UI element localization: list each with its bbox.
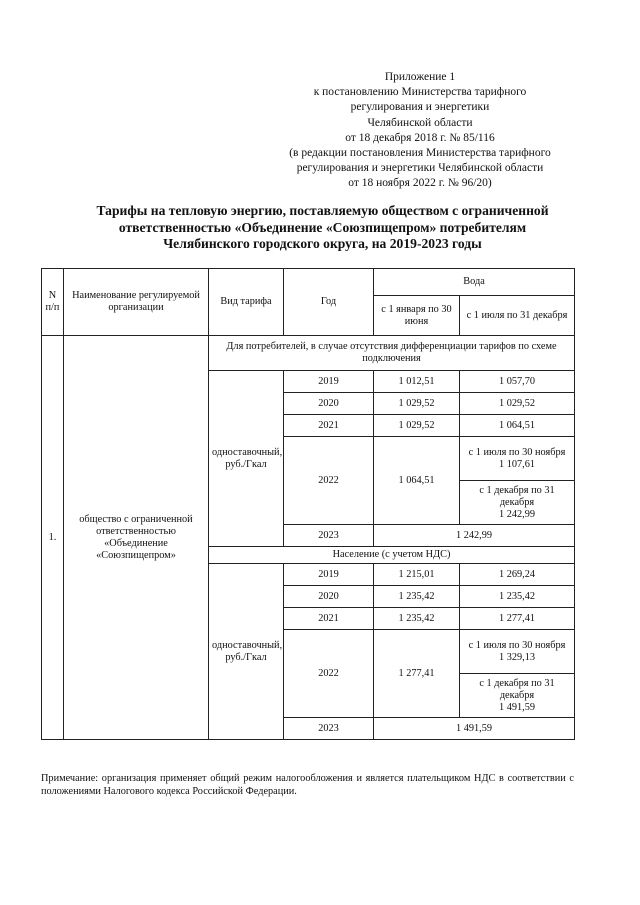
value-h1: 1 029,52 — [374, 415, 460, 437]
part-value: 1 242,99 — [498, 508, 536, 520]
organization-name: общество с ограниченной ответственностью «Объединение «Союзпищепром» — [64, 336, 209, 740]
table-row — [42, 336, 575, 371]
value-h2: 1 277,41 — [460, 608, 575, 630]
value-full-year: 1 242,99 — [374, 525, 575, 547]
header-line: от 18 ноября 2022 г. № 96/20) — [348, 177, 492, 190]
tariff-type: одноставочный, руб./Гкал — [209, 371, 284, 547]
header-num: N п/п — [42, 269, 64, 336]
row-number: 1. — [42, 336, 64, 740]
title-line: Челябинского городского округа, на 2019-2023 годы — [163, 236, 482, 251]
year-cell: 2021 — [284, 608, 374, 630]
header-line: Челябинской области — [367, 116, 473, 129]
year-cell: 2019 — [284, 371, 374, 393]
year-cell: 2020 — [284, 586, 374, 608]
part-value: 1 329,13 — [498, 651, 536, 663]
value-h1: 1 029,52 — [374, 393, 460, 415]
header-water: Вода — [374, 269, 575, 296]
year-cell: 2022 — [284, 630, 374, 718]
header-period-1: с 1 января по 30 июня — [374, 296, 460, 336]
value-h1: 1 012,51 — [374, 371, 460, 393]
value-h1: 1 235,42 — [374, 586, 460, 608]
year-cell: 2019 — [284, 564, 374, 586]
header-tariff-type: Вид тарифа — [209, 269, 284, 336]
year-cell: 2023 — [284, 718, 374, 740]
part-period: с 1 декабря по 31 декабря — [479, 484, 555, 508]
header-line: к постановлению Министерства тарифного — [313, 86, 527, 99]
value-h2-part — [460, 481, 575, 525]
part-value: 1 491,59 — [498, 701, 536, 713]
value-h1: 1 235,42 — [374, 608, 460, 630]
value-h2-part — [460, 437, 575, 481]
header-line: от 18 декабря 2018 г. № 85/116 — [345, 131, 495, 144]
tariff-type: одноставочный, руб./Гкал — [209, 564, 284, 740]
value-h1: 1 215,01 — [374, 564, 460, 586]
year-cell: 2023 — [284, 525, 374, 547]
value-h2-part — [460, 674, 575, 718]
value-h1: 1 064,51 — [374, 437, 460, 525]
section-title: Для потребителей, в случае отсутствия дифференциации тарифов по схеме подключения — [209, 336, 575, 371]
header-line: регулирования и энергетики Челябинской области — [296, 162, 544, 175]
footnote: Примечание: организация применяет общий режим налогообложения и является плательщиком НДС в соответствии с положениями Налогового кодекса Российской Федерации. — [41, 773, 574, 797]
value-h2: 1 235,42 — [460, 586, 575, 608]
header-line: (в редакции постановления Министерства тарифного — [289, 147, 551, 160]
table-header-row — [42, 269, 575, 296]
part-period: с 1 декабря по 31 декабря — [479, 677, 555, 701]
value-h2-part — [460, 630, 575, 674]
year-cell: 2020 — [284, 393, 374, 415]
part-period: с 1 июля по 30 ноября — [468, 446, 566, 458]
header-org: Наименование регулируемой организации — [64, 269, 209, 336]
value-h2: 1 057,70 — [460, 371, 575, 393]
tariff-table — [41, 268, 575, 740]
header-line: регулирования и энергетики — [350, 101, 490, 114]
year-cell: 2021 — [284, 415, 374, 437]
appendix-header — [270, 70, 570, 192]
header-line: Приложение 1 — [384, 71, 456, 83]
value-h2: 1 269,24 — [460, 564, 575, 586]
year-cell: 2022 — [284, 437, 374, 525]
title-line: ответственностью «Объединение «Союзпищепром» потребителям — [118, 219, 527, 235]
header-year: Год — [284, 269, 374, 336]
document-title — [40, 203, 605, 253]
value-h2: 1 064,51 — [460, 415, 575, 437]
header-period-2: с 1 июля по 31 декабря — [460, 296, 575, 336]
value-full-year: 1 491,59 — [374, 718, 575, 740]
value-h2: 1 029,52 — [460, 393, 575, 415]
part-value: 1 107,61 — [498, 458, 536, 470]
part-period: с 1 июля по 30 ноября — [468, 639, 566, 651]
value-h1: 1 277,41 — [374, 630, 460, 718]
title-line: Тарифы на тепловую энергию, поставляемую обществом с ограниченной — [96, 203, 549, 218]
section-title: Население (с учетом НДС) — [209, 547, 575, 564]
